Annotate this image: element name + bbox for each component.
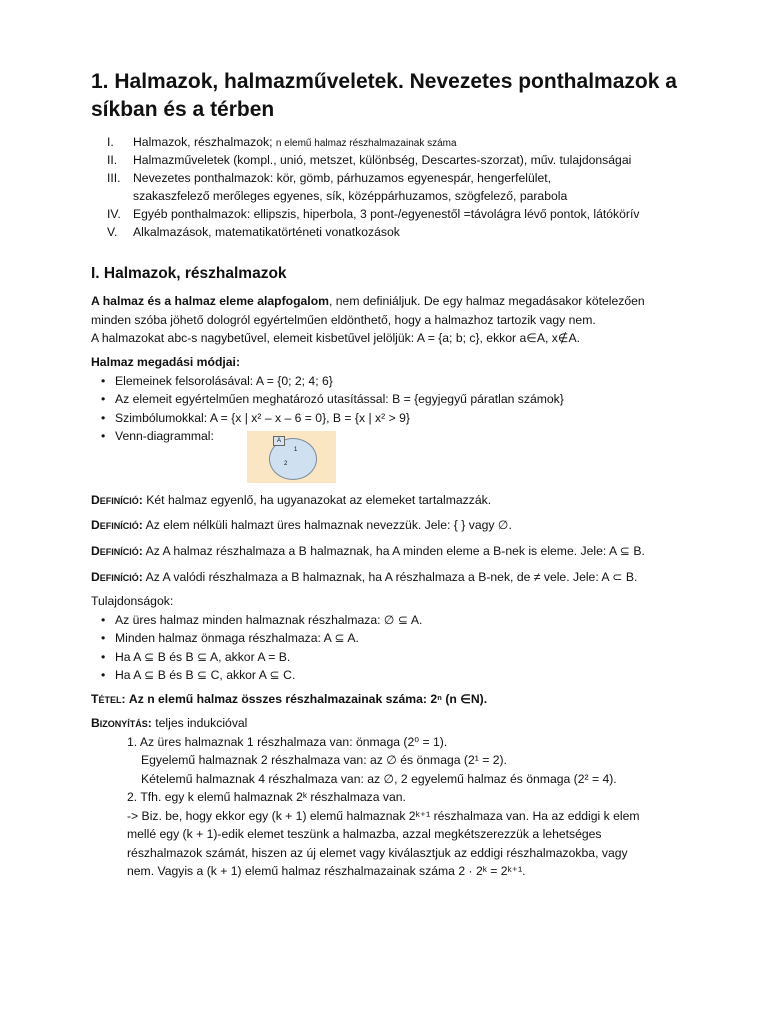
theorem-label: Tétel: (91, 692, 126, 706)
proof-line: 1. Az üres halmaznak 1 részhalmaza van: önmaga (2⁰ = 1). (127, 734, 448, 749)
venn-set-label: A (273, 436, 285, 446)
definition (91, 516, 751, 534)
theorem (91, 690, 751, 708)
list-item: • Venn-diagrammal: (91, 427, 731, 446)
toc-item (107, 151, 747, 169)
proof-line: részhalmazok számát, hiszen az új elemet vagy kiválasztjuk az eddigi részhalmazokba, vagy (127, 845, 628, 860)
definition-label: Definíció: (91, 570, 143, 584)
intro-bold: A halmaz és a halmaz eleme alapfogalom (91, 294, 329, 308)
toc-number: II. (107, 153, 118, 167)
theorem-text: Az n elemű halmaz összes részhalmazainak száma: 2ⁿ (n ∈N). (128, 692, 488, 706)
toc-number: I. (107, 135, 114, 149)
section-heading: I. Halmazok, részhalmazok (91, 265, 287, 282)
toc-text: Alkalmazások, matematikatörténeti vonatkozások (133, 225, 400, 239)
toc-small-text: n elemű halmaz részhalmazainak száma (275, 138, 457, 149)
intro-line: A halmazokat abc-s nagybetűvel, elemeit kisbetűvel jelöljük: A = {a; b; c}, ekkor a∈A, x∉A. (91, 331, 581, 345)
list-item: • Minden halmaz önmaga részhalmaza: A ⊆ A. (91, 629, 731, 648)
toc-text: Egyéb ponthalmazok: ellipszis, hiperbola, 3 pont-/egyenestől =távolágra lévő pontok, látókörív (133, 207, 640, 221)
proof-intro: teljes indukcióval (151, 716, 248, 730)
toc-item (107, 133, 747, 151)
definition-label: Definíció: (91, 544, 143, 558)
properties-list (91, 611, 731, 685)
page-title: 1. Halmazok, halmazműveletek. Nevezetes ponthalmazok a síkban és a térben (91, 70, 677, 121)
venn-element: 2 (284, 461, 288, 467)
proof-line: 2. Tfh. egy k elemű halmaznak 2ᵏ részhalmaza van. (127, 790, 406, 804)
venn-element: 1 (294, 447, 298, 453)
list-item: • Elemeinek felsorolásával: A = {0; 2; 4; 6} (91, 372, 731, 391)
definition-text: Az A halmaz részhalmaza a B halmaznak, ha A minden eleme a B-nek is eleme. Jele: A ⊆ B. (145, 544, 645, 558)
definition-text: Az elem nélküli halmazt üres halmaznak nevezzük. Jele: { } vagy ∅. (145, 518, 512, 532)
list-item: • Az üres halmaz minden halmaznak részhalmaza: ∅ ⊆ A. (91, 611, 731, 630)
toc-item (107, 169, 747, 187)
definition-label: Definíció: (91, 493, 143, 507)
definition (91, 568, 751, 586)
toc-text: szakaszfelező merőleges egyenes, sík, középpárhuzamos, szögfelező, parabola (133, 189, 568, 203)
intro-line: minden szóba jöhető dologról egyértelműen eldönthető, hogy a halmazhoz tartozik vagy nem. (91, 312, 596, 327)
proof-line: Kételemű halmaznak 4 részhalmaza van: az ∅, 2 egyelemű halmaz és önmaga (2² = 4). (141, 771, 617, 786)
proof-line: mellé egy (k + 1)-edik elemet teszünk a halmazba, azzal megkétszerezzük a lehetséges (127, 827, 602, 841)
list-item: • Szimbólumokkal: A = {x | x² – x – 6 = 0}, B = {x | x² > 9} (91, 409, 731, 428)
definition-text: Az A valódi részhalmaza a B halmaznak, ha A részhalmaza a B-nek, de ≠ vele. Jele: A ⊂ B. (145, 570, 638, 584)
proof-block (91, 714, 711, 881)
proof-label: Bizonyítás: (91, 716, 152, 730)
toc-number: IV. (107, 207, 121, 221)
definition-label: Definíció: (91, 518, 143, 532)
list-item: • Az elemeit egyértelműen meghatározó utasítással: B = {egyjegyű páratlan számok} (91, 390, 731, 409)
intro-line: , nem definiáljuk. De egy halmaz megadásakor kötelezően (328, 294, 645, 308)
definition-text: Két halmaz egyenlő, ha ugyanazokat az elemeket tartalmazzák. (146, 493, 492, 507)
toc-text: Halmazok, részhalmazok; n elemű halmaz részhalmazainak száma (133, 135, 457, 149)
toc-text: Halmazműveletek (kompl., unió, metszet, különbség, Descartes-szorzat), műv. tulajdonságai (133, 153, 632, 167)
proof-line: -> Biz. be, hogy ekkor egy (k + 1) elemű halmaznak 2ᵏ⁺¹ részhalmaza van. Ha az eddigi k elem (127, 808, 640, 823)
intro-paragraph (91, 292, 731, 348)
properties-block (91, 592, 731, 685)
toc-item (107, 223, 747, 241)
toc-number: III. (107, 171, 121, 185)
list-item: • Ha A ⊆ B és B ⊆ A, akkor A = B. (91, 648, 731, 667)
toc-text: Nevezetes ponthalmazok: kör, gömb, párhuzamos egyenespár, hengerfelület, (133, 171, 552, 185)
properties-heading: Tulajdonságok: (91, 594, 174, 608)
definition (91, 542, 751, 560)
proof-line: nem. Vagyis a (k + 1) elemű halmaz részhalmazainak száma 2 · 2ᵏ = 2ᵏ⁺¹. (127, 864, 526, 878)
modes-list (91, 372, 731, 446)
table-of-contents (107, 133, 747, 241)
proof-line: Egyelemű halmaznak 2 részhalmaza van: az ∅ és önmaga (2¹ = 2). (141, 753, 507, 767)
toc-item-continuation (107, 187, 747, 205)
definition (91, 491, 751, 509)
modes-block (91, 353, 731, 446)
list-item: • Ha A ⊆ B és B ⊆ C, akkor A ⊆ C. (91, 666, 731, 685)
toc-item (107, 205, 747, 223)
modes-heading: Halmaz megadási módjai: (91, 355, 241, 369)
venn-diagram (247, 431, 336, 483)
toc-number: V. (107, 225, 118, 239)
